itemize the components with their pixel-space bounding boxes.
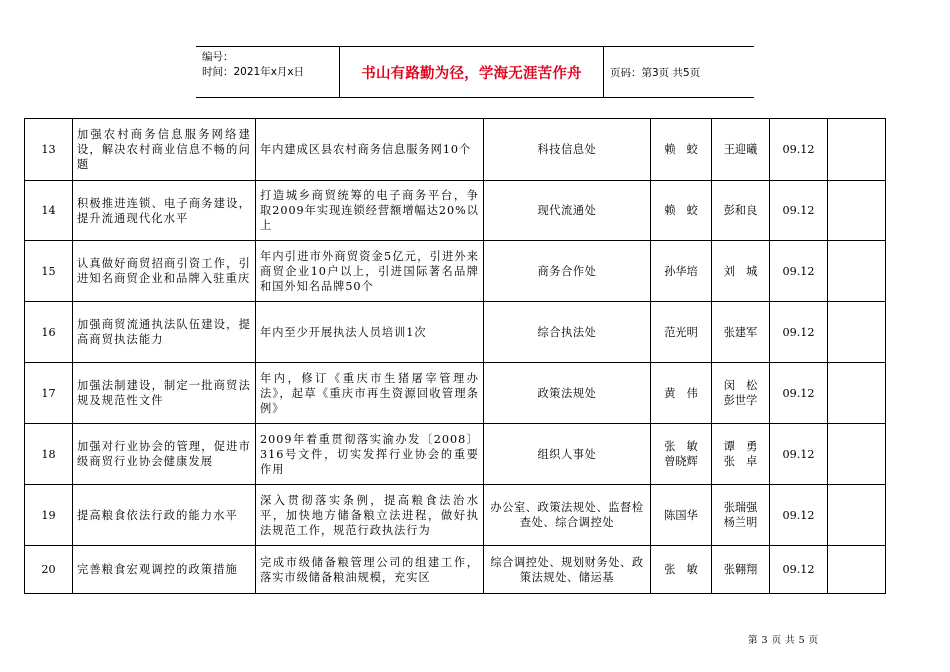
date-cell: 09.12 (770, 546, 828, 594)
date-cell: 09.12 (770, 363, 828, 424)
number-label: 编号： (202, 51, 234, 63)
table-row (25, 424, 886, 485)
staff-cell: 彭和良 (712, 181, 770, 241)
row-number: 17 (25, 363, 73, 424)
department-cell: 政策法规处 (484, 363, 651, 424)
table-row (25, 363, 886, 424)
table-row (25, 546, 886, 594)
note-cell (828, 424, 886, 485)
department-cell: 组织人事处 (484, 424, 651, 485)
task-cell: 加强商贸流通执法队伍建设，提高商贸执法能力 (73, 302, 256, 363)
target-cell: 年内，修订《重庆市生猪屠宰管理办法》，起草《重庆市再生资源回收管理条例》 (256, 363, 484, 424)
leader-cell: 黄 伟 (651, 363, 712, 424)
task-cell: 提高粮食依法行政的能力水平 (73, 485, 256, 546)
staff-cell: 刘 城 (712, 241, 770, 302)
note-cell (828, 546, 886, 594)
table-row (25, 241, 886, 302)
staff-cell: 张建军 (712, 302, 770, 363)
task-table (24, 118, 886, 594)
date-cell: 09.12 (770, 181, 828, 241)
department-cell: 现代流通处 (484, 181, 651, 241)
table-row (25, 302, 886, 363)
note-cell (828, 363, 886, 424)
leader-cell: 陈国华 (651, 485, 712, 546)
department-cell: 办公室、政策法规处、监督检查处、综合调控处 (484, 485, 651, 546)
row-number: 20 (25, 546, 73, 594)
date-cell: 09.12 (770, 424, 828, 485)
target-cell: 完成市级储备粮管理公司的组建工作，落实市级储备粮油规模，充实区 (256, 546, 484, 594)
note-cell (828, 181, 886, 241)
department-cell: 综合调控处、规划财务处、政策法规处、储运基 (484, 546, 651, 594)
date-cell: 09.12 (770, 485, 828, 546)
leader-cell: 孙华培 (651, 241, 712, 302)
task-cell: 积极推进连锁、电子商务建设，提升流通现代化水平 (73, 181, 256, 241)
note-cell (828, 485, 886, 546)
staff-cell: 谭 勇 张 卓 (712, 424, 770, 485)
row-number: 18 (25, 424, 73, 485)
task-cell: 认真做好商贸招商引资工作，引进知名商贸企业和品牌入驻重庆 (73, 241, 256, 302)
document-header (196, 46, 754, 98)
leader-cell: 赖 蛟 (651, 119, 712, 181)
page-label: 页码：第3页 共5页 (610, 66, 701, 79)
note-cell (828, 302, 886, 363)
note-cell (828, 241, 886, 302)
table-row (25, 119, 886, 181)
date-cell: 09.12 (770, 119, 828, 181)
department-cell: 科技信息处 (484, 119, 651, 181)
department-cell: 综合执法处 (484, 302, 651, 363)
department-cell: 商务合作处 (484, 241, 651, 302)
time-label: 时间：2021年x月x日 (202, 66, 305, 78)
header-info (196, 47, 339, 97)
task-cell: 完善粮食宏观调控的政策措施 (73, 546, 256, 594)
task-cell: 加强对行业协会的管理，促进市级商贸行业协会健康发展 (73, 424, 256, 485)
target-cell: 打造城乡商贸统筹的电子商务平台，争取2009年实现连锁经营额增幅达20%以上 (256, 181, 484, 241)
target-cell: 年内至少开展执法人员培训1次 (256, 302, 484, 363)
table-row (25, 181, 886, 241)
leader-cell: 张 敏 曾晓辉 (651, 424, 712, 485)
target-cell: 年内建成区县农村商务信息服务网10个 (256, 119, 484, 181)
staff-cell: 闵 松 彭世学 (712, 363, 770, 424)
row-number: 14 (25, 181, 73, 241)
row-number: 15 (25, 241, 73, 302)
staff-cell: 张瑞强 杨兰明 (712, 485, 770, 546)
task-cell: 加强法制建设，制定一批商贸法规及规范性文件 (73, 363, 256, 424)
date-cell: 09.12 (770, 241, 828, 302)
target-cell: 年内引进市外商贸资金5亿元，引进外来商贸企业10户以上，引进国际著名品牌和国外知名品牌50个 (256, 241, 484, 302)
target-cell: 2009年着重贯彻落实渝办发〔2008〕316号文件，切实发挥行业协会的重要作用 (256, 424, 484, 485)
row-number: 13 (25, 119, 73, 181)
row-number: 16 (25, 302, 73, 363)
leader-cell: 张 敏 (651, 546, 712, 594)
task-cell: 加强农村商务信息服务网络建设，解决农村商业信息不畅的问题 (73, 119, 256, 181)
target-cell: 深入贯彻落实条例，提高粮食法治水平，加快地方储备粮立法进程，做好执法规范工作，规范行政执法行为 (256, 485, 484, 546)
row-number: 19 (25, 485, 73, 546)
staff-cell: 王迎曦 (712, 119, 770, 181)
staff-cell: 张翱翔 (712, 546, 770, 594)
header-motto: 书山有路勤为径，学海无涯苦作舟 (361, 65, 582, 82)
page-footer: 第 3 页 共 5 页 (748, 635, 819, 646)
table-row (25, 485, 886, 546)
note-cell (828, 119, 886, 181)
date-cell: 09.12 (770, 302, 828, 363)
leader-cell: 赖 蛟 (651, 181, 712, 241)
leader-cell: 范光明 (651, 302, 712, 363)
